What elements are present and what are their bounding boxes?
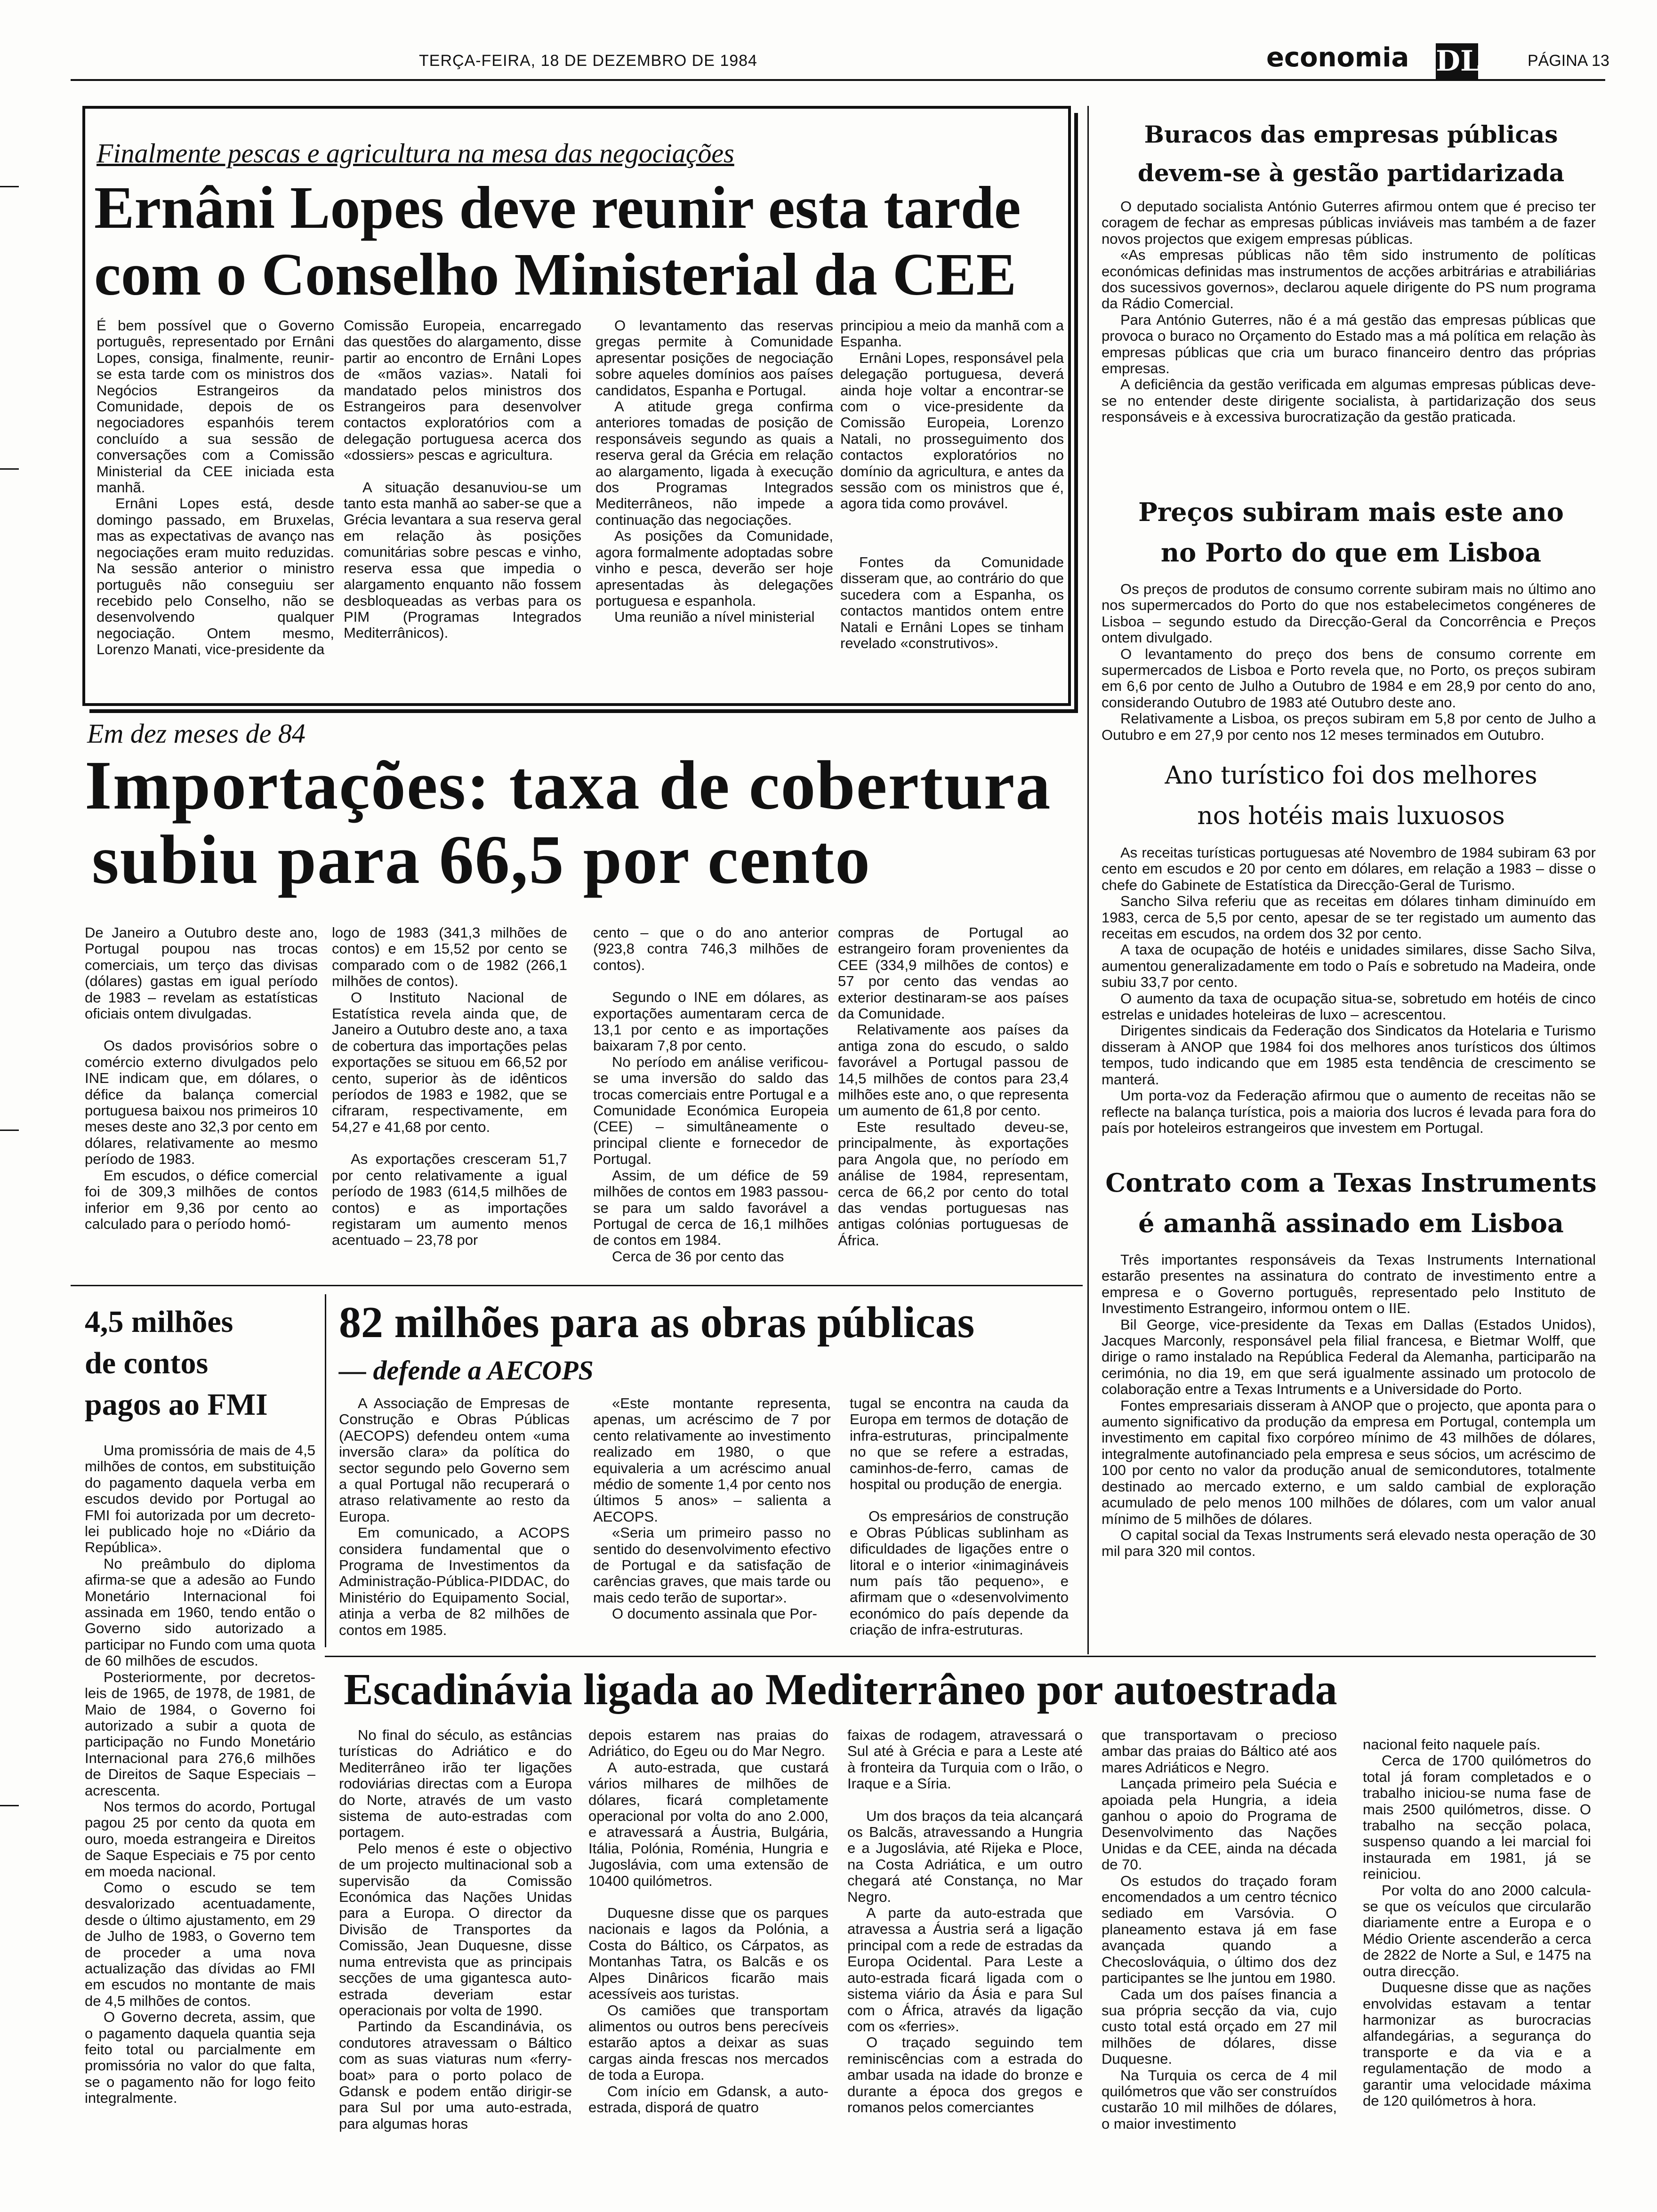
margin-mark [0, 1130, 19, 1131]
section-rule [71, 1285, 1083, 1286]
paragraph: No período em análise verificou-se uma inversão do saldo das trocas comerciais entre Portugal e a Comunidade Económica Europeia (CEE) – simultâneamente o principal cliente e fornecedor de Portugal. [593, 1053, 828, 1168]
paragraph: Cerca de 36 por cento das [612, 1248, 784, 1265]
paragraph: Nos termos do acordo, Portugal pagou 25 por cento da quota em ouro, moeda estrangeira e Direitos de Saque Especiais e 75 por cento em moeda nacional. [85, 1798, 315, 1880]
article3-headline [85, 1301, 292, 1426]
article4-col-3 [850, 1395, 1069, 1638]
paragraph: Sancho Silva referiu que as receitas em dólares tinham diminuído em 1983, cerca de 5,5 por cento, apesar de se ter registado um aumento das receitas em escudos, na ordem dos 32 por cento. [1102, 893, 1596, 942]
paragraph: Um dos braços da teia alcançará os Balcãs, atravessando a Hungria e a Jugoslávia, até Rijeka e Ploce, na Costa Adriática, e um outro chegará até Constança, no Mar Negro. [847, 1807, 1083, 1905]
newspaper-logo: DL [1436, 43, 1478, 79]
article3-headline-line: pagos ao FMI [85, 1387, 268, 1422]
paragraph: As exportações cresceram 51,7 por cento relativamente a igual período de 1983 (614,5 milhões de contos) e as importações registaram um aumento menos acentuado – 23,78 por [332, 1151, 567, 1249]
paragraph: Com início em Gdansk, a auto-estrada, disporá de quatro [588, 2083, 828, 2116]
paragraph: Bil George, vice-presidente da Texas em Dallas (Estados Unidos), Jacques Marconly, responsável pela filial francesa, e Bietmar Wolff, que dirige o ramo instalado na República Federal da Alemanha, participarão na cerimónia, no dia 19, em que será igualmente assinado um protocolo de colaboração entre a Texas Intruments e a Universidade do Porto. [1102, 1316, 1596, 1398]
side1-headline [1102, 115, 1601, 192]
side4-headline-line: Contrato com a Texas Instruments [1105, 1168, 1597, 1198]
paragraph: Comissão Europeia, encarregado das questões do alargamento, disse partir ao encontro de Ernâni Lopes de «mãos vazias». Natali foi mandatado pelos ministros dos Estrangeiros para desenvolver contactos exploratórios com a delegação portuguesa acerca dos «dossiers» pescas e agricultura. [344, 317, 581, 464]
paragraph: O Governo decreta, assim, que o pagamento daquela quantia seja feito total ou parcialmente em promissória no valor do que falta, se o pagamento não for logo feito integralmente. [85, 2009, 315, 2107]
paragraph: O documento assinala que Por- [612, 1605, 817, 1622]
article1-headline-line: com o Conselho Ministerial da CEE [94, 241, 1017, 308]
paragraph: compras de Portugal ao estrangeiro foram provenientes da CEE (334,9 milhões de contos) e 57 por cento das vendas ao exterior destinaram-se aos países da Comunidade. [838, 924, 1069, 1022]
article3-body [85, 1443, 315, 2107]
paragraph: Na Turquia os cerca de 4 mil quilómetros que vão ser construídos custarão 10 mil milhões de dólares, o maior investimento [1102, 2067, 1337, 2132]
paragraph: Pelo menos é este o objectivo de um projecto multinacional sob a supervisão da Comissão Económica das Nações Unidas para a Europa. O director da Divisão de Transportes da Comissão, Jean Duquesne, disse numa entrevista que as principais secções de uma gigantesca auto-estrada deveriam estar operacionais por volta de 1990. [339, 1840, 572, 2019]
article4-headline: 82 milhões para as obras públicas [339, 1298, 975, 1347]
paragraph: A auto-estrada, que custará vários milhares de milhões de dólares, ficará completamente operacional por volta do ano 2.000, e atravessará a Áustria, Bulgária, Itália, Polónia, Roménia, Hungria e Jugoslávia, com uma extensão de 10400 quilómetros. [588, 1759, 828, 1889]
side2-body [1102, 581, 1596, 743]
paragraph: Os estudos do traçado foram encomendados a um centro técnico sediado em Varsóvia. O planeamento estava já em fase avançada quando a Checoslováquia, o último dos dez participantes se lhe juntou em 1980. [1102, 1872, 1337, 1987]
paragraph: Três importantes responsáveis da Texas Instruments International estarão presentes na assinatura do contrato de investimento entre a empresa e o Governo português, representado pelo Instituto de Investimento Estrangeiro, informou ontem o IIE. [1102, 1251, 1596, 1317]
paragraph: Este resultado deveu-se, principalmente, às exportações para Angola que, no período em análise de 1984, representam, cerca de 66,2 por cento do total das vendas portuguesas nas antigas colónias portuguesas de África. [838, 1118, 1069, 1249]
paragraph: que transportavam o precioso ambar das praias do Báltico até aos mares Adriáticos e Negro. [1102, 1727, 1337, 1776]
paragraph: «Este montante representa, apenas, um acréscimo de 7 por cento relativamente ao investimento realizado em 1980, o que equivaleria a um acréscimo anual médio de somente 1,4 por cento nos últimos 5 anos» – salienta a AECOPS. [593, 1395, 831, 1525]
article2-col-1 [85, 925, 318, 1232]
side3-body [1102, 845, 1596, 1136]
article5-col-5 [1363, 1737, 1591, 2109]
paragraph: depois estarem nas praias do Adriático, do Egeu ou do Mar Negro. [588, 1727, 828, 1760]
paragraph: O Instituto Nacional de Estatística revela ainda que, de Janeiro a Outubro deste ano, a taxa de cobertura das importações pelas exportações se situou em 66,52 por cento, superior às de idênticos períodos de 1983 e 1982, que se cifraram, respectivamente, em 54,27 e 41,68 por cento. [332, 989, 567, 1135]
article2-col-3 [593, 925, 828, 1265]
side2-headline-line: no Porto do que em Lisboa [1160, 537, 1542, 568]
article1-col-1 [97, 318, 334, 658]
article1-col-3 [595, 318, 833, 625]
paragraph: Em escudos, o défice comercial foi de 309,3 milhões de contos inferior em 9,36 por cento ao calculado para o período homó- [85, 1167, 318, 1232]
margin-mark [0, 1805, 19, 1806]
side3-headline-line: Ano turístico foi dos melhores [1165, 761, 1537, 790]
paragraph: Os camiões que transportam alimentos ou outros bens perecíveis estarão aptos a deixar as suas cargas ainda frescas nos mercados de toda a Europa. [588, 2002, 828, 2084]
paragraph: A atitude grega confirma anteriores tomadas de posição de responsáveis segundo as quais a reserva geral da Grécia em relação ao alargamento, ligada à execução dos Programas Integrados Mediterrâneos, não impede a continuação das negociações. [595, 398, 833, 528]
article2-kicker: Em dez meses de 84 [87, 718, 306, 749]
paragraph: Ernâni Lopes está, desde domingo passado, em Bruxelas, mas as expectativas de avanço nas negociações eram muito reduzidas. Na sessão anterior o ministro português não conseguiu ser recebido pelo Conselho, não se desenvolvendo qualquer negociação. Ontem mesmo, Lorenzo Manati, vice-presidente da [97, 495, 334, 658]
paragraph: Posteriormente, por decretos-leis de 1965, de 1978, de 1981, de Maio de 1984, o Governo foi autorizado a subir a quota de participação no Fundo Monetário Internacional para 276,6 milhões de Direitos de Saque Especiais – acrescenta. [85, 1668, 315, 1799]
paragraph: Relativamente aos países da antiga zona do escudo, o saldo favorável a Portugal passou de 14,5 milhões de contos para 23,4 milhões este ano, o que representa um aumento de 61,8 por cento. [838, 1021, 1069, 1119]
paragraph: logo de 1983 (341,3 milhões de contos) e em 15,52 por cento se comparado com o de 1982 (266,1 milhões de contos). [332, 924, 567, 990]
paragraph: Cada um dos países financia a sua própria secção da via, cujo custo total está orçado em 27 mil milhões de dólares, disse Duquesne. [1102, 1986, 1337, 2068]
article2-headline [85, 748, 1097, 897]
paragraph: Assim, de um défice de 59 milhões de contos em 1983 passou-se para um saldo favorável a Portugal de cerca de 16,1 milhões de contos em 1984. [593, 1167, 828, 1249]
paragraph: A parte da auto-estrada que atravessa a Áustria será a ligação principal com a rede de estradas da Europa Ocidental. Para Leste a auto-estrada ficará ligada com o sistema viário da Ásia e para Sul com o África, através da ligação com os «ferries». [847, 1905, 1083, 2035]
article2-col-4 [838, 925, 1069, 1249]
paragraph: A Associação de Empresas de Construção e Obras Públicas (AECOPS) defendeu ontem «uma inversão clara» da política do sector segundo pelo Governo sem a qual Portugal não recuperará o atraso relativamente ao resto da Europa. [339, 1395, 570, 1525]
side1-body [1102, 199, 1596, 425]
page-number: PÁGINA 13 [1528, 52, 1609, 70]
paragraph: O capital social da Texas Instruments será elevado nesta operação de 30 mil para 320 mil contos. [1102, 1526, 1596, 1560]
column-rule [325, 1294, 326, 1647]
article5-col-4 [1102, 1727, 1337, 2132]
paragraph: Duquesne disse que as nações envolvidas estavam a tentar harmonizar as burocracias alfandegárias, a segurança do transporte e da via e a regulamentação de modo a garantir uma velocidade máxima de 120 quilómetros à hora. [1363, 1979, 1591, 2109]
article5-headline: Escadinávia ligada ao Mediterrâneo por autoestrada [344, 1665, 1337, 1714]
side1-headline-line: Buracos das empresas públicas [1144, 120, 1558, 148]
paragraph: É bem possível que o Governo português, representado por Ernâni Lopes, consiga, finalmente, reunir-se esta tarde com os ministros dos Negócios Estrangeiros da Comunidade, depois de os negociadores espanhóis terem concluído a sua sessão de conversações com a Comissão Ministerial da CEE iniciada esta manhã. [97, 317, 334, 496]
paragraph: cento – que o do ano anterior (923,8 contra 746,3 milhões de contos). [593, 924, 828, 973]
paragraph: Fontes da Comunidade disseram que, ao contrário do que sucedera com a Espanha, os contactos mantidos ontem entre Natali e Ernâni Lopes se tinham revelado «construtivos». [840, 553, 1064, 651]
paragraph: Para António Guterres, não é a má gestão das empresas públicas que provoca o buraco no Orçamento do Estado mas a má política em relação às empresas públicas que cria um buraco financeiro dentro das próprias empresas. [1102, 311, 1596, 377]
side3-headline [1102, 755, 1601, 836]
paragraph: O aumento da taxa de ocupação situa-se, sobretudo em hotéis de cinco estrelas e unidades hoteleiras de luxo – acrescentou. [1102, 990, 1596, 1023]
sidebar-rule [1087, 106, 1089, 1654]
article4-subhead: — defende a AECOPS [339, 1355, 594, 1386]
margin-mark [0, 468, 19, 470]
paragraph: Relativamente a Lisboa, os preços subiram em 5,8 por cento de Julho a Outubro e em 27,9 por cento nos 12 meses terminados em Outubro. [1102, 710, 1596, 743]
paragraph: O deputado socialista António Guterres afirmou ontem que é preciso ter coragem de fechar as empresas públicas inviáveis mas também a de fazer novos projectos que exigem empresas públicas. [1102, 198, 1596, 247]
paragraph: Os empresários de construção e Obras Públicas sublinham as dificuldades de ligações entre o litoral e o interior «inimagináveis num país tão pequeno», e afirmam que o «desenvolvimento económico do país depende da criação de infra-estruturas. [850, 1508, 1069, 1638]
paragraph: Dirigentes sindicais da Federação dos Sindicatos da Hotelaria e Turismo disseram à ANOP que 1984 foi dos melhores anos turísticos dos últimos tempos, tudo indicando que em 1985 esta tendência de crescimento se manterá. [1102, 1022, 1596, 1088]
paragraph: A deficiência da gestão verificada em algumas empresas públicas deve-se no entender deste dirigente socialista, à partidarização dos seus responsáveis e à excessiva burocratização da gestão praticada. [1102, 376, 1596, 425]
article4-col-1 [339, 1395, 570, 1638]
paragraph: principiou a meio da manhã com a Espanha. [840, 317, 1064, 350]
paragraph: O traçado seguindo tem reminiscências com a estrada do ambar usada na idade do bronze e durante a época dos gregos e romanos pelos comerciantes [847, 2034, 1083, 2116]
paragraph: Uma promissória de mais de 4,5 milhões de contos, em substituição do pagamento daquela verba em escudos devido por Portugal ao FMI foi autorizada por um decreto-lei publicado hoje no «Diário da República». [85, 1442, 315, 1556]
paragraph: Ernâni Lopes, responsável pela delegação portuguesa, deverá ainda hoje voltar a encontrar-se com o vice-presidente da Comissão Europeia, Lorenzo Natali, no prosseguimento dos contactos exploratórios no domínio da agricultura, e antes da sessão com os ministros que é, agora tida como provável. [840, 349, 1064, 512]
article1-kicker: Finalmente pescas e agricultura na mesa das negociações [97, 138, 734, 168]
paragraph: As receitas turísticas portuguesas até Novembro de 1984 subiram 63 por cento em escudos e 20 por cento em dólares, em relação a 1983 – disse o chefe do Gabinete de Estatística da Direcção-Geral de Turismo. [1102, 844, 1596, 893]
paragraph: Duquesne disse que os parques nacionais e lagos da Polónia, a Costa do Báltico, os Cárpatos, as Montanhas Tatra, os Balcãs e os Alpes Dinâricos ficarão mais acessíveis aos turistas. [588, 1905, 828, 2003]
paragraph: tugal se encontra na cauda da Europa em termos de dotação de infra-estruturas, principalmente no que se refere a estradas, caminhos-de-ferro, camas de hospital ou produção de energia. [850, 1395, 1069, 1493]
paragraph: Os preços de produtos de consumo corrente subiram mais no último ano nos supermercados do Porto do que nos estabelecimetos congéneres de Lisboa – segundo estudo da Direcção-Geral da Concorrência e Preços ontem divulgado. [1102, 581, 1596, 646]
side2-headline-line: Preços subiram mais este ano [1138, 497, 1564, 527]
paragraph: As posições da Comunidade, agora formalmente adoptadas sobre vinho e pesca, deverão ser hoje apresentadas às delegações portuguesa e espanhola. [595, 528, 833, 609]
paragraph: Fontes empresariais disseram à ANOP que o projecto, que aponta para o aumento significativo da produção da empresa em Portugal, contempla um investimento em capital fixo corpóreo mínimo de 43 milhões de dólares, integralmente autofinanciado pela empresa e seus sócios, um acréscimo de 100 por cento no valor da produção anual de semicondutores, totalmente destinado ao mercado externo, e um saldo cambial de exploração acumulado de pelo menos 100 milhões de dólares, com um valor anual mínimo de 5 milhões de dólares. [1102, 1397, 1596, 1527]
paragraph: Segundo o INE em dólares, as exportações aumentaram cerca de 13,1 por cento e as importações baixaram 7,8 por cento. [593, 989, 828, 1054]
article4-col-2 [593, 1395, 831, 1622]
article1-headline-line: Ernâni Lopes deve reunir esta tarde [94, 174, 1021, 241]
article1-col-4 [840, 318, 1064, 651]
article3-headline-line: de contos [85, 1346, 209, 1380]
side1-headline-line: devem-se à gestão partidarizada [1137, 159, 1565, 187]
paragraph: «As empresas públicas não têm sido instrumento de políticas económicas definidas mas instrumentos de acções arbitrárias e atrabiliárias dos sucessivos governos», declarou aquele dirigente do PS num programa da Rádio Comercial. [1102, 247, 1596, 312]
paragraph: faixas de rodagem, atravessará o Sul até à Grécia e para a Leste até à fronteira da Turquia com o Irão, o Iraque e a Síria. [847, 1727, 1083, 1792]
paragraph: A taxa de ocupação de hotéis e unidades similares, disse Sacho Silva, aumentou generalizadamente em todo o País e sobretudo na Madeira, onde subiu 33,7 por cento. [1102, 941, 1596, 991]
article5-col-2 [588, 1727, 828, 2116]
article1-col-2 [344, 318, 581, 641]
issue-date: TERÇA-FEIRA, 18 DE DEZEMBRO DE 1984 [419, 52, 757, 70]
paragraph: Cerca de 1700 quilómetros do total já foram completados e o trabalho iniciou-se numa fase de mais 2500 quilómetros, disse. O trabalho na secção polaca, suspenso quando a lei marcial foi instaurada em 1981, já se reiniciou. [1363, 1752, 1591, 1883]
article3-headline-line: 4,5 milhões [85, 1305, 233, 1339]
article5-col-3 [847, 1727, 1083, 2116]
paragraph: Os dados provisórios sobre o comércio externo divulgados pelo INE indicam que, em dólares, o défice da balança comercial portuguesa baixou nos primeiros 10 meses deste ano 32,3 por cento em dólares, relativamente ao mesmo período de 1983. [85, 1037, 318, 1168]
article1-headline [94, 174, 1064, 308]
paragraph: Como o escudo se tem desvalorizado acentuadamente, desde o último ajustamento, em 29 de Julho de 1983, o Governo tem de proceder a uma nova actualização das dívidas ao FMI em escudos no montante de mais de 4,5 milhões de contos. [85, 1879, 315, 2009]
paragraph: Em comunicado, a ACOPS considera fundamental que o Programa de Investimentos da Administração-Pública-PIDDAC, do Ministério do Equipamento Social, atinja a verba de 82 milhões de contos em 1985. [339, 1524, 570, 1638]
paragraph: Por volta do ano 2000 calcula-se que os veículos que circularão diariamente entre a Europa e o Médio Oriente ascenderão a cerca de 2822 de Norte a Sul, e 1475 na outra direcção. [1363, 1882, 1591, 1980]
paragraph: Partindo da Escandinávia, os condutores atravessam o Báltico com as suas viaturas num «ferry-boat» para o porto polaco de Gdansk e podem então dirigir-se para Sul por uma auto-estrada, para algumas horas [339, 2018, 572, 2132]
article2-headline-line: Importações: taxa de cobertura [85, 747, 1052, 824]
side4-headline [1102, 1162, 1601, 1243]
masthead-rule [71, 79, 1605, 81]
paragraph: A situação desanuviou-se um tanto esta manhã ao saber-se que a Grécia levantara a sua reserva geral em relação às posições comunitárias sobre pescas e vinho, reserva essa que impedia o alargamento enquanto não fossem desbloqueadas as verbas para os PIM (Programas Integrados Mediterrânicos). [344, 479, 581, 641]
side4-body [1102, 1252, 1596, 1560]
side2-headline [1102, 492, 1601, 573]
paragraph: Lançada primeiro pela Suécia e apoiada pela Hungria, a ideia ganhou o apoio do Programa de Desenvolvimento das Nações Unidas e da CEE, ainda na década de 70. [1102, 1775, 1337, 1873]
section-name: economia [1266, 42, 1409, 73]
side4-headline-line: é amanhã assinado em Lisboa [1138, 1208, 1564, 1238]
article5-col-1 [339, 1727, 572, 2132]
paragraph: Um porta-voz da Federação afirmou que o aumento de receitas não se reflecte na balança turística, pois a maioria dos lucros é levada para fora do país por hoteleiros estrangeiros que investem em Portugal. [1102, 1087, 1596, 1136]
paragraph: No final do século, as estâncias turísticas do Adriático e do Mediterrâneo irão ter ligações rodoviárias directas com a Europa do Norte, através de um vasto sistema de auto-estradas com portagem. [339, 1727, 572, 1841]
article2-headline-line: subiu para 66,5 por cento [92, 821, 871, 898]
article2-col-2 [332, 925, 567, 1249]
paragraph: O levantamento do preço dos bens de consumo corrente em supermercados de Lisboa e Porto revela que, no Porto, os preços subiram em 6,6 por cento de Julho a Outubro de 1984 e em 28,9 por cento do ano, considerando Outubro de 1983 até Outubro deste ano. [1102, 645, 1596, 711]
paragraph: O levantamento das reservas gregas permite à Comunidade apresentar posições de negociação sobre aqueles domínios aos países candidatos, Espanha e Portugal. [595, 317, 833, 399]
paragraph: Uma reunião a nível ministerial [614, 609, 815, 625]
paragraph: No preâmbulo do diploma afirma-se que a adesão ao Fundo Monetário Internacional foi assinada em 1960, tendo então o Governo sido autorizado a participar no Fundo com uma quota de 60 milhões de escudos. [85, 1555, 315, 1669]
side3-headline-line: nos hotéis mais luxuosos [1197, 802, 1505, 830]
paragraph: nacional feito naquele país. [1363, 1736, 1541, 1753]
section-rule [325, 1656, 1596, 1657]
paragraph: De Janeiro a Outubro deste ano, Portugal poupou nas trocas comerciais, um terço das divisas (dólares) gastas em igual período de 1983 – revelam as estatísticas oficiais ontem divulgadas. [85, 924, 318, 1022]
margin-mark [0, 186, 19, 187]
paragraph: «Seria um primeiro passo no sentido do desenvolvimento efectivo de Portugal e da satisfação de carências graves, que mais tarde ou mais cedo terão de suportar». [593, 1524, 831, 1606]
